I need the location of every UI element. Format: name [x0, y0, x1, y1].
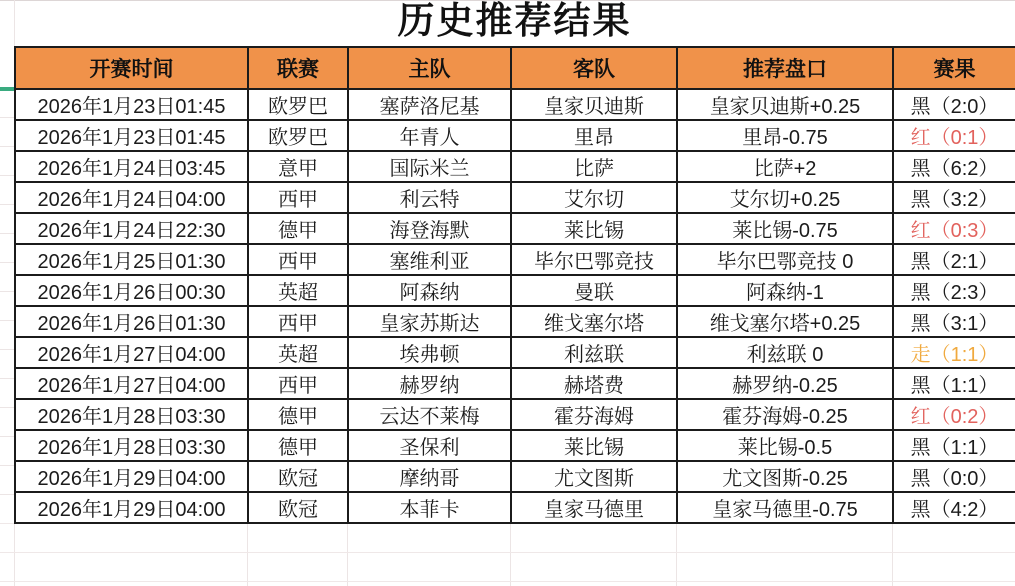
cell-handicap[interactable]: 赫罗纳-0.25	[677, 368, 893, 399]
cell-away[interactable]: 皇家马德里	[511, 492, 677, 523]
cell-result[interactable]: 黑（2:1）	[893, 244, 1015, 275]
table-row	[15, 430, 1015, 461]
cell-home[interactable]: 塞萨洛尼基	[348, 89, 511, 120]
table-row	[15, 337, 1015, 368]
cell-home[interactable]: 云达不莱梅	[348, 399, 511, 430]
cell-home[interactable]: 皇家苏斯达	[348, 306, 511, 337]
cell-home[interactable]: 海登海默	[348, 213, 511, 244]
cell-result[interactable]: 黑（1:1）	[893, 368, 1015, 399]
cell-handicap[interactable]: 皇家贝迪斯+0.25	[677, 89, 893, 120]
cell-time[interactable]: 2026年1月28日03:30	[15, 430, 248, 461]
cell-league[interactable]: 西甲	[248, 368, 348, 399]
cell-league[interactable]: 欧罗巴	[248, 89, 348, 120]
cell-handicap[interactable]: 皇家马德里-0.75	[677, 492, 893, 523]
cell-away[interactable]: 毕尔巴鄂竞技	[511, 244, 677, 275]
header-cell-away[interactable]: 客队	[511, 47, 677, 89]
cell-away[interactable]: 霍芬海姆	[511, 399, 677, 430]
cell-result[interactable]: 黑（3:2）	[893, 182, 1015, 213]
cell-away[interactable]: 尤文图斯	[511, 461, 677, 492]
cell-time[interactable]: 2026年1月26日00:30	[15, 275, 248, 306]
cell-home[interactable]: 年青人	[348, 120, 511, 151]
cell-time[interactable]: 2026年1月29日04:00	[15, 461, 248, 492]
cell-league[interactable]: 英超	[248, 337, 348, 368]
cell-home[interactable]: 国际米兰	[348, 151, 511, 182]
cell-league[interactable]: 欧冠	[248, 492, 348, 523]
cell-handicap[interactable]: 利兹联 0	[677, 337, 893, 368]
cell-away[interactable]: 莱比锡	[511, 430, 677, 461]
cell-handicap[interactable]: 霍芬海姆-0.25	[677, 399, 893, 430]
cell-result[interactable]: 红（0:1）	[893, 120, 1015, 151]
cell-result[interactable]: 黑（2:3）	[893, 275, 1015, 306]
cell-league[interactable]: 德甲	[248, 213, 348, 244]
cell-away[interactable]: 赫塔费	[511, 368, 677, 399]
cell-time[interactable]: 2026年1月25日01:30	[15, 244, 248, 275]
cell-handicap[interactable]: 阿森纳-1	[677, 275, 893, 306]
header-cell-time[interactable]: 开赛时间	[15, 47, 248, 89]
cell-league[interactable]: 意甲	[248, 151, 348, 182]
cell-time[interactable]: 2026年1月23日01:45	[15, 89, 248, 120]
table-row	[15, 120, 1015, 151]
results-table	[14, 46, 1015, 524]
cell-time[interactable]: 2026年1月23日01:45	[15, 120, 248, 151]
table-row	[15, 244, 1015, 275]
table-row	[15, 151, 1015, 182]
cell-league[interactable]: 欧罗巴	[248, 120, 348, 151]
cell-time[interactable]: 2026年1月27日04:00	[15, 337, 248, 368]
cell-away[interactable]: 利兹联	[511, 337, 677, 368]
cell-home[interactable]: 摩纳哥	[348, 461, 511, 492]
cell-handicap[interactable]: 莱比锡-0.75	[677, 213, 893, 244]
cell-league[interactable]: 西甲	[248, 306, 348, 337]
cell-home[interactable]: 赫罗纳	[348, 368, 511, 399]
table-body	[15, 89, 1015, 523]
cell-result[interactable]: 红（0:3）	[893, 213, 1015, 244]
cell-handicap[interactable]: 毕尔巴鄂竞技 0	[677, 244, 893, 275]
header-cell-league[interactable]: 联赛	[248, 47, 348, 89]
cell-away[interactable]: 莱比锡	[511, 213, 677, 244]
row-gutter	[0, 88, 14, 586]
cell-result[interactable]: 走（1:1）	[893, 337, 1015, 368]
table-row	[15, 368, 1015, 399]
cell-handicap[interactable]: 里昂-0.75	[677, 120, 893, 151]
cell-time[interactable]: 2026年1月24日03:45	[15, 151, 248, 182]
grid-line-horizontal	[0, 552, 1015, 553]
table-row	[15, 213, 1015, 244]
cell-league[interactable]: 德甲	[248, 430, 348, 461]
cell-result[interactable]: 黑（1:1）	[893, 430, 1015, 461]
cell-time[interactable]: 2026年1月26日01:30	[15, 306, 248, 337]
page-title: 历史推荐结果	[397, 0, 632, 41]
cell-home[interactable]: 塞维利亚	[348, 244, 511, 275]
cell-league[interactable]: 西甲	[248, 244, 348, 275]
table-row	[15, 399, 1015, 430]
cell-result[interactable]: 黑（2:0）	[893, 89, 1015, 120]
header-cell-result[interactable]: 赛果	[893, 47, 1015, 89]
table-row	[15, 492, 1015, 523]
cell-league[interactable]: 英超	[248, 275, 348, 306]
cell-away[interactable]: 维戈塞尔塔	[511, 306, 677, 337]
cell-league[interactable]: 欧冠	[248, 461, 348, 492]
cell-home[interactable]: 阿森纳	[348, 275, 511, 306]
grid-line-horizontal	[0, 581, 1015, 582]
header-cell-home[interactable]: 主队	[348, 47, 511, 89]
header-cell-handicap[interactable]: 推荐盘口	[677, 47, 893, 89]
cell-home[interactable]: 埃弗顿	[348, 337, 511, 368]
cell-handicap[interactable]: 莱比锡-0.5	[677, 430, 893, 461]
table-row	[15, 89, 1015, 120]
cell-handicap[interactable]: 比萨+2	[677, 151, 893, 182]
cell-time[interactable]: 2026年1月28日03:30	[15, 399, 248, 430]
cell-away[interactable]: 曼联	[511, 275, 677, 306]
cell-time[interactable]: 2026年1月27日04:00	[15, 368, 248, 399]
cell-handicap[interactable]: 尤文图斯-0.25	[677, 461, 893, 492]
cell-time[interactable]: 2026年1月24日04:00	[15, 182, 248, 213]
cell-away[interactable]: 比萨	[511, 151, 677, 182]
cell-handicap[interactable]: 艾尔切+0.25	[677, 182, 893, 213]
cell-league[interactable]: 西甲	[248, 182, 348, 213]
cell-away[interactable]: 艾尔切	[511, 182, 677, 213]
cell-away[interactable]: 皇家贝迪斯	[511, 89, 677, 120]
table-row	[15, 182, 1015, 213]
table-row	[15, 275, 1015, 306]
cell-league[interactable]: 德甲	[248, 399, 348, 430]
table-row	[15, 306, 1015, 337]
cell-home[interactable]: 圣保利	[348, 430, 511, 461]
cell-result[interactable]: 黑（0:0）	[893, 461, 1015, 492]
cell-time[interactable]: 2026年1月29日04:00	[15, 492, 248, 523]
table-row	[15, 461, 1015, 492]
cell-away[interactable]: 里昂	[511, 120, 677, 151]
cell-handicap[interactable]: 维戈塞尔塔+0.25	[677, 306, 893, 337]
cell-result[interactable]: 黑（3:1）	[893, 306, 1015, 337]
cell-result[interactable]: 黑（4:2）	[893, 492, 1015, 523]
cell-home[interactable]: 利云特	[348, 182, 511, 213]
cell-result[interactable]: 红（0:2）	[893, 399, 1015, 430]
cell-home[interactable]: 本菲卡	[348, 492, 511, 523]
cell-result[interactable]: 黑（6:2）	[893, 151, 1015, 182]
cell-time[interactable]: 2026年1月24日22:30	[15, 213, 248, 244]
header-row	[15, 47, 1015, 89]
freeze-pane-indicator	[0, 87, 14, 91]
